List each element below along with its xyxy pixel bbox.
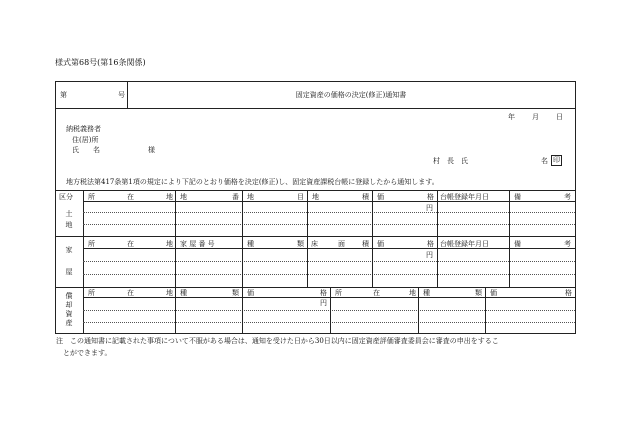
taxpayer-honorific: 様 <box>148 146 155 154</box>
land-col-divider <box>175 190 176 236</box>
depreciable-yen-unit: 円 <box>320 299 327 307</box>
house-row-line <box>83 261 575 262</box>
issuer-title: 村 長 氏 <box>433 157 468 165</box>
note-line-2: とができます。 <box>63 349 112 357</box>
house-header-location-1: 所 <box>88 240 95 248</box>
table-top <box>55 190 576 191</box>
depreciable-header-location2-2: 在 <box>373 289 380 297</box>
depreciable-col-divider <box>418 287 419 333</box>
land-header-registration-date: 台帳登録年月日 <box>440 193 489 201</box>
house-col-divider <box>175 236 176 287</box>
land-section-label-bottom: 地 <box>65 221 73 229</box>
land-header-category-2: 目 <box>297 193 304 201</box>
land-header-line <box>83 201 576 202</box>
land-header-price-2: 格 <box>427 193 434 201</box>
land-col-divider <box>307 190 308 236</box>
house-header-registration-date: 台帳登録年月日 <box>440 240 489 248</box>
depreciable-col-divider <box>242 287 243 333</box>
note-prefix: 注 <box>56 337 63 345</box>
house-header-price-1: 価 <box>377 240 384 248</box>
land-header-category-1: 地 <box>247 193 254 201</box>
land-header-remarks-1: 備 <box>514 193 521 201</box>
issuer-name-suffix: 名 <box>541 157 548 165</box>
house-header-remarks-2: 考 <box>564 240 571 248</box>
number-suffix: 号 <box>118 91 125 99</box>
depreciable-col-divider <box>485 287 486 333</box>
note-line-1: この通知書に記載された事項について不服がある場合は、通知を受けた日から30日以内に固定資産評価審査委員会に審査の申出をするこ <box>70 337 499 345</box>
depreciable-row-line <box>83 310 575 311</box>
frame-left <box>55 81 56 334</box>
house-header-type-1: 種 <box>247 240 254 248</box>
house-bottom-line <box>55 287 576 288</box>
house-header-floor-2: 面 <box>338 240 345 248</box>
land-header-area-1: 地 <box>312 193 319 201</box>
land-header-location-3: 地 <box>166 193 173 201</box>
taxpayer-address-label: 住(居)所 <box>72 136 99 144</box>
land-header-location-1: 所 <box>88 193 95 201</box>
depreciable-header-location2-3: 地 <box>409 289 416 297</box>
house-col-divider <box>242 236 243 287</box>
frame-bottom <box>55 333 576 334</box>
depreciable-header-type-1: 種 <box>180 289 187 297</box>
land-header-area-2: 積 <box>362 193 369 201</box>
depreciable-header-type-2: 類 <box>232 289 239 297</box>
depreciable-col-divider <box>175 287 176 333</box>
land-col-divider <box>509 190 510 236</box>
house-header-floor-1: 床 <box>311 240 318 248</box>
section-label: 区分 <box>59 193 73 201</box>
house-header-type-2: 類 <box>297 240 304 248</box>
depreciable-header-price2-1: 価 <box>490 289 497 297</box>
house-col-divider <box>372 236 373 287</box>
frame-top <box>55 81 576 82</box>
house-section-label-bottom: 屋 <box>65 268 73 276</box>
land-bottom-line <box>55 236 576 237</box>
intro-text: 地方税法第417条第1項の規定により下記のとおり価格を決定(修正)し、固定資産課税台帳に登録したから通知します。 <box>66 178 439 186</box>
land-header-lot-1: 地 <box>180 193 187 201</box>
house-header-remarks-1: 備 <box>514 240 521 248</box>
land-row-line <box>83 224 575 225</box>
house-header-location-3: 地 <box>166 240 173 248</box>
date-year: 年 <box>508 113 515 121</box>
date-day: 日 <box>556 113 563 121</box>
depreciable-header-type2-2: 類 <box>475 289 482 297</box>
document-title: 固定資産の価格の決定(修正)通知書 <box>295 91 407 99</box>
depreciable-header-type2-1: 種 <box>423 289 430 297</box>
land-yen-unit: 円 <box>426 204 433 212</box>
depreciable-header-location-1: 所 <box>88 289 95 297</box>
house-col-divider <box>509 236 510 287</box>
depreciable-header-price2-2: 格 <box>565 289 572 297</box>
house-yen-unit: 円 <box>426 251 433 259</box>
depreciable-header-price-2: 格 <box>320 289 327 297</box>
house-col-divider <box>437 236 438 287</box>
house-header-line <box>83 248 576 249</box>
house-header-house-number: 家 屋 番 号 <box>180 240 215 248</box>
land-col-divider <box>242 190 243 236</box>
land-header-lot-2: 番 <box>232 193 239 201</box>
land-header-price-1: 価 <box>377 193 384 201</box>
house-row-line <box>83 274 575 275</box>
depreciable-label-char: 資 <box>65 310 73 318</box>
depreciable-header-location2-1: 所 <box>335 289 342 297</box>
date-month: 月 <box>532 113 539 121</box>
depreciable-label-char: 却 <box>65 301 73 309</box>
depreciable-label-char: 産 <box>65 319 73 327</box>
house-section-label-top: 家 <box>65 246 73 254</box>
land-section-label-top: 土 <box>65 210 73 218</box>
header-divider <box>55 108 576 109</box>
taxpayer-heading: 納税義務者 <box>66 125 101 133</box>
form-number: 様式第68号(第16条関係) <box>55 58 146 67</box>
land-col-divider <box>437 190 438 236</box>
depreciable-col-divider <box>330 287 331 333</box>
depreciable-header-price-1: 価 <box>247 289 254 297</box>
house-header-floor-3: 積 <box>362 240 369 248</box>
house-header-location-2: 在 <box>127 240 134 248</box>
number-prefix: 第 <box>60 91 67 99</box>
depreciable-header-location-2: 在 <box>127 289 134 297</box>
land-row-line <box>83 212 575 213</box>
house-header-price-2: 格 <box>427 240 434 248</box>
land-header-remarks-2: 考 <box>564 193 571 201</box>
land-header-location-2: 在 <box>127 193 134 201</box>
land-col-divider <box>372 190 373 236</box>
depreciable-header-location-3: 地 <box>166 289 173 297</box>
seal-mark: 印 <box>553 156 560 164</box>
depreciable-label-char: 償 <box>65 292 73 300</box>
depreciable-row-line <box>83 322 575 323</box>
taxpayer-name-label: 氏 名 <box>72 146 100 154</box>
house-col-divider <box>307 236 308 287</box>
